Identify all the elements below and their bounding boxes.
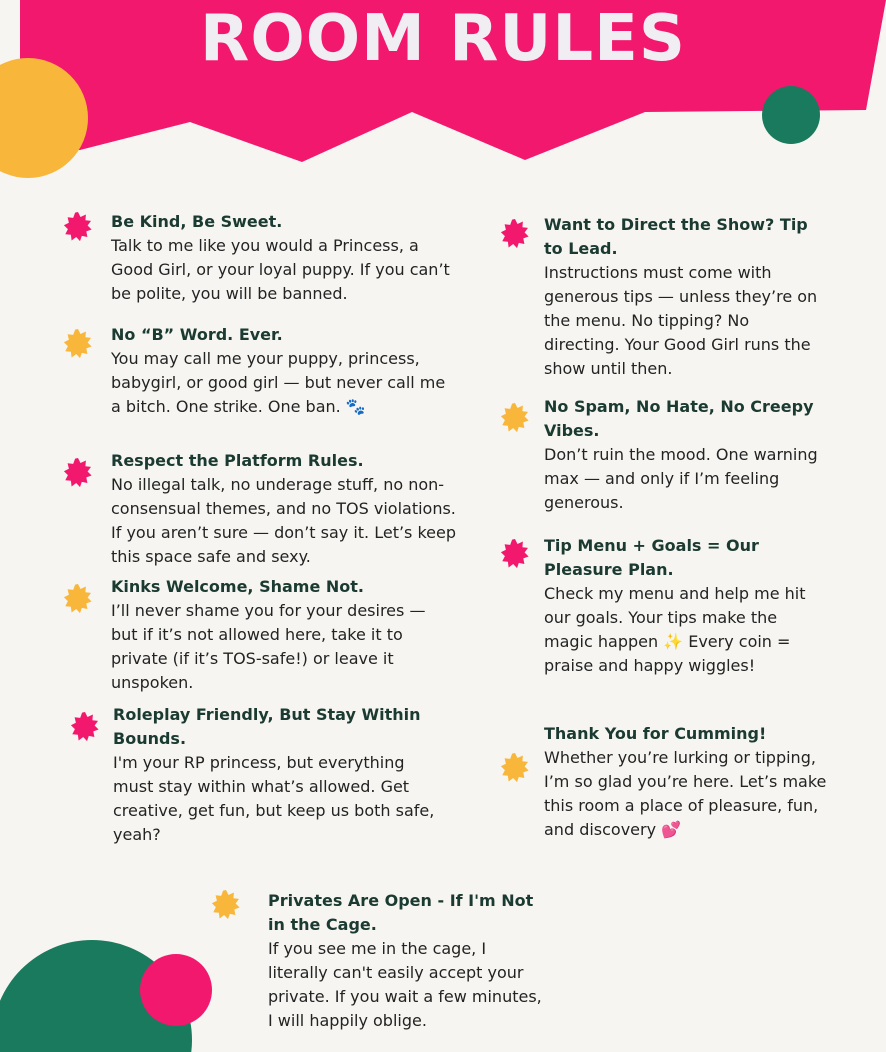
rule-body: No illegal talk, no underage stuff, no non-consensual themes, and no TOS violations. If you aren’t sure — don’t say it. Let’s keep this space safe and sexy. [111,475,457,566]
yellow-flower-bullet-icon [500,752,530,782]
rule-title: Privates Are Open - If I'm Not in the Cage. [268,891,534,934]
rule-body: Don’t ruin the mood. One warning max — and only if I’m feeling generous. [544,445,818,512]
rule-body: You may call me your puppy, princess, babygirl, or good girl — but never call me a bitch. One strike. One ban. 🐾 [111,349,446,416]
rule-title: No Spam, No Hate, No Creepy Vibes. [544,397,814,440]
rule-platform-rules [111,449,456,569]
rule-be-kind [111,210,456,306]
rule-body: Instructions must come with generous tips — unless they’re on the menu. No tipping? No directing. Your Good Girl runs the show until then. [544,263,818,378]
rule-body: I’ll never shame you for your desires — but if it’s not allowed here, take it to private (if it’s TOS-safe!) or leave it unspoken. [111,601,426,692]
rule-privates-open [268,889,543,1033]
yellow-flower-bullet-icon [211,889,241,919]
rule-title: No “B” Word. Ever. [111,325,283,344]
rule-direct-show [544,213,824,381]
page-title: ROOM RULES [200,2,686,76]
pink-circle-decoration [138,952,214,1028]
rule-title: Respect the Platform Rules. [111,451,364,470]
rule-title: Be Kind, Be Sweet. [111,212,283,231]
yellow-flower-bullet-icon [63,328,93,358]
rule-body: Talk to me like you would a Princess, a Good Girl, or your loyal puppy. If you can’t be polite, you will be banned. [111,236,450,303]
rule-body: I'm your RP princess, but everything must stay within what’s allowed. Get creative, get fun, but keep us both safe, yeah? [113,753,435,844]
pink-flower-bullet-icon [500,538,530,568]
green-circle-decoration [762,86,822,146]
rule-body: Whether you’re lurking or tipping, I’m so glad you’re here. Let’s make this room a place of pleasure, fun, and discovery 💕 [544,748,827,839]
rule-body: Check my menu and help me hit our goals. Your tips make the magic happen ✨ Every coin = praise and happy wiggles! [544,584,806,675]
rule-body: If you see me in the cage, I literally can't easily accept your private. If you wait a few minutes, I will happily oblige. [268,939,542,1030]
pink-flower-bullet-icon [63,211,93,241]
rule-title: Thank You for Cumming! [544,724,767,743]
rule-no-b-word [111,323,456,419]
pink-flower-bullet-icon [500,218,530,248]
rule-no-spam [544,395,824,515]
yellow-flower-bullet-icon [63,583,93,613]
yellow-flower-bullet-icon [500,402,530,432]
rule-title: Tip Menu + Goals = Our Pleasure Plan. [544,536,759,579]
rule-thank-you [544,722,834,842]
rule-roleplay [113,703,448,847]
pink-flower-bullet-icon [63,457,93,487]
rule-title: Kinks Welcome, Shame Not. [111,577,364,596]
rule-title: Want to Direct the Show? Tip to Lead. [544,215,808,258]
pink-flower-bullet-icon [70,711,100,741]
rule-title: Roleplay Friendly, But Stay Within Bounds. [113,705,421,748]
yellow-circle-decoration [0,52,90,184]
rule-tip-menu [544,534,824,678]
rule-kinks-welcome [111,575,456,695]
